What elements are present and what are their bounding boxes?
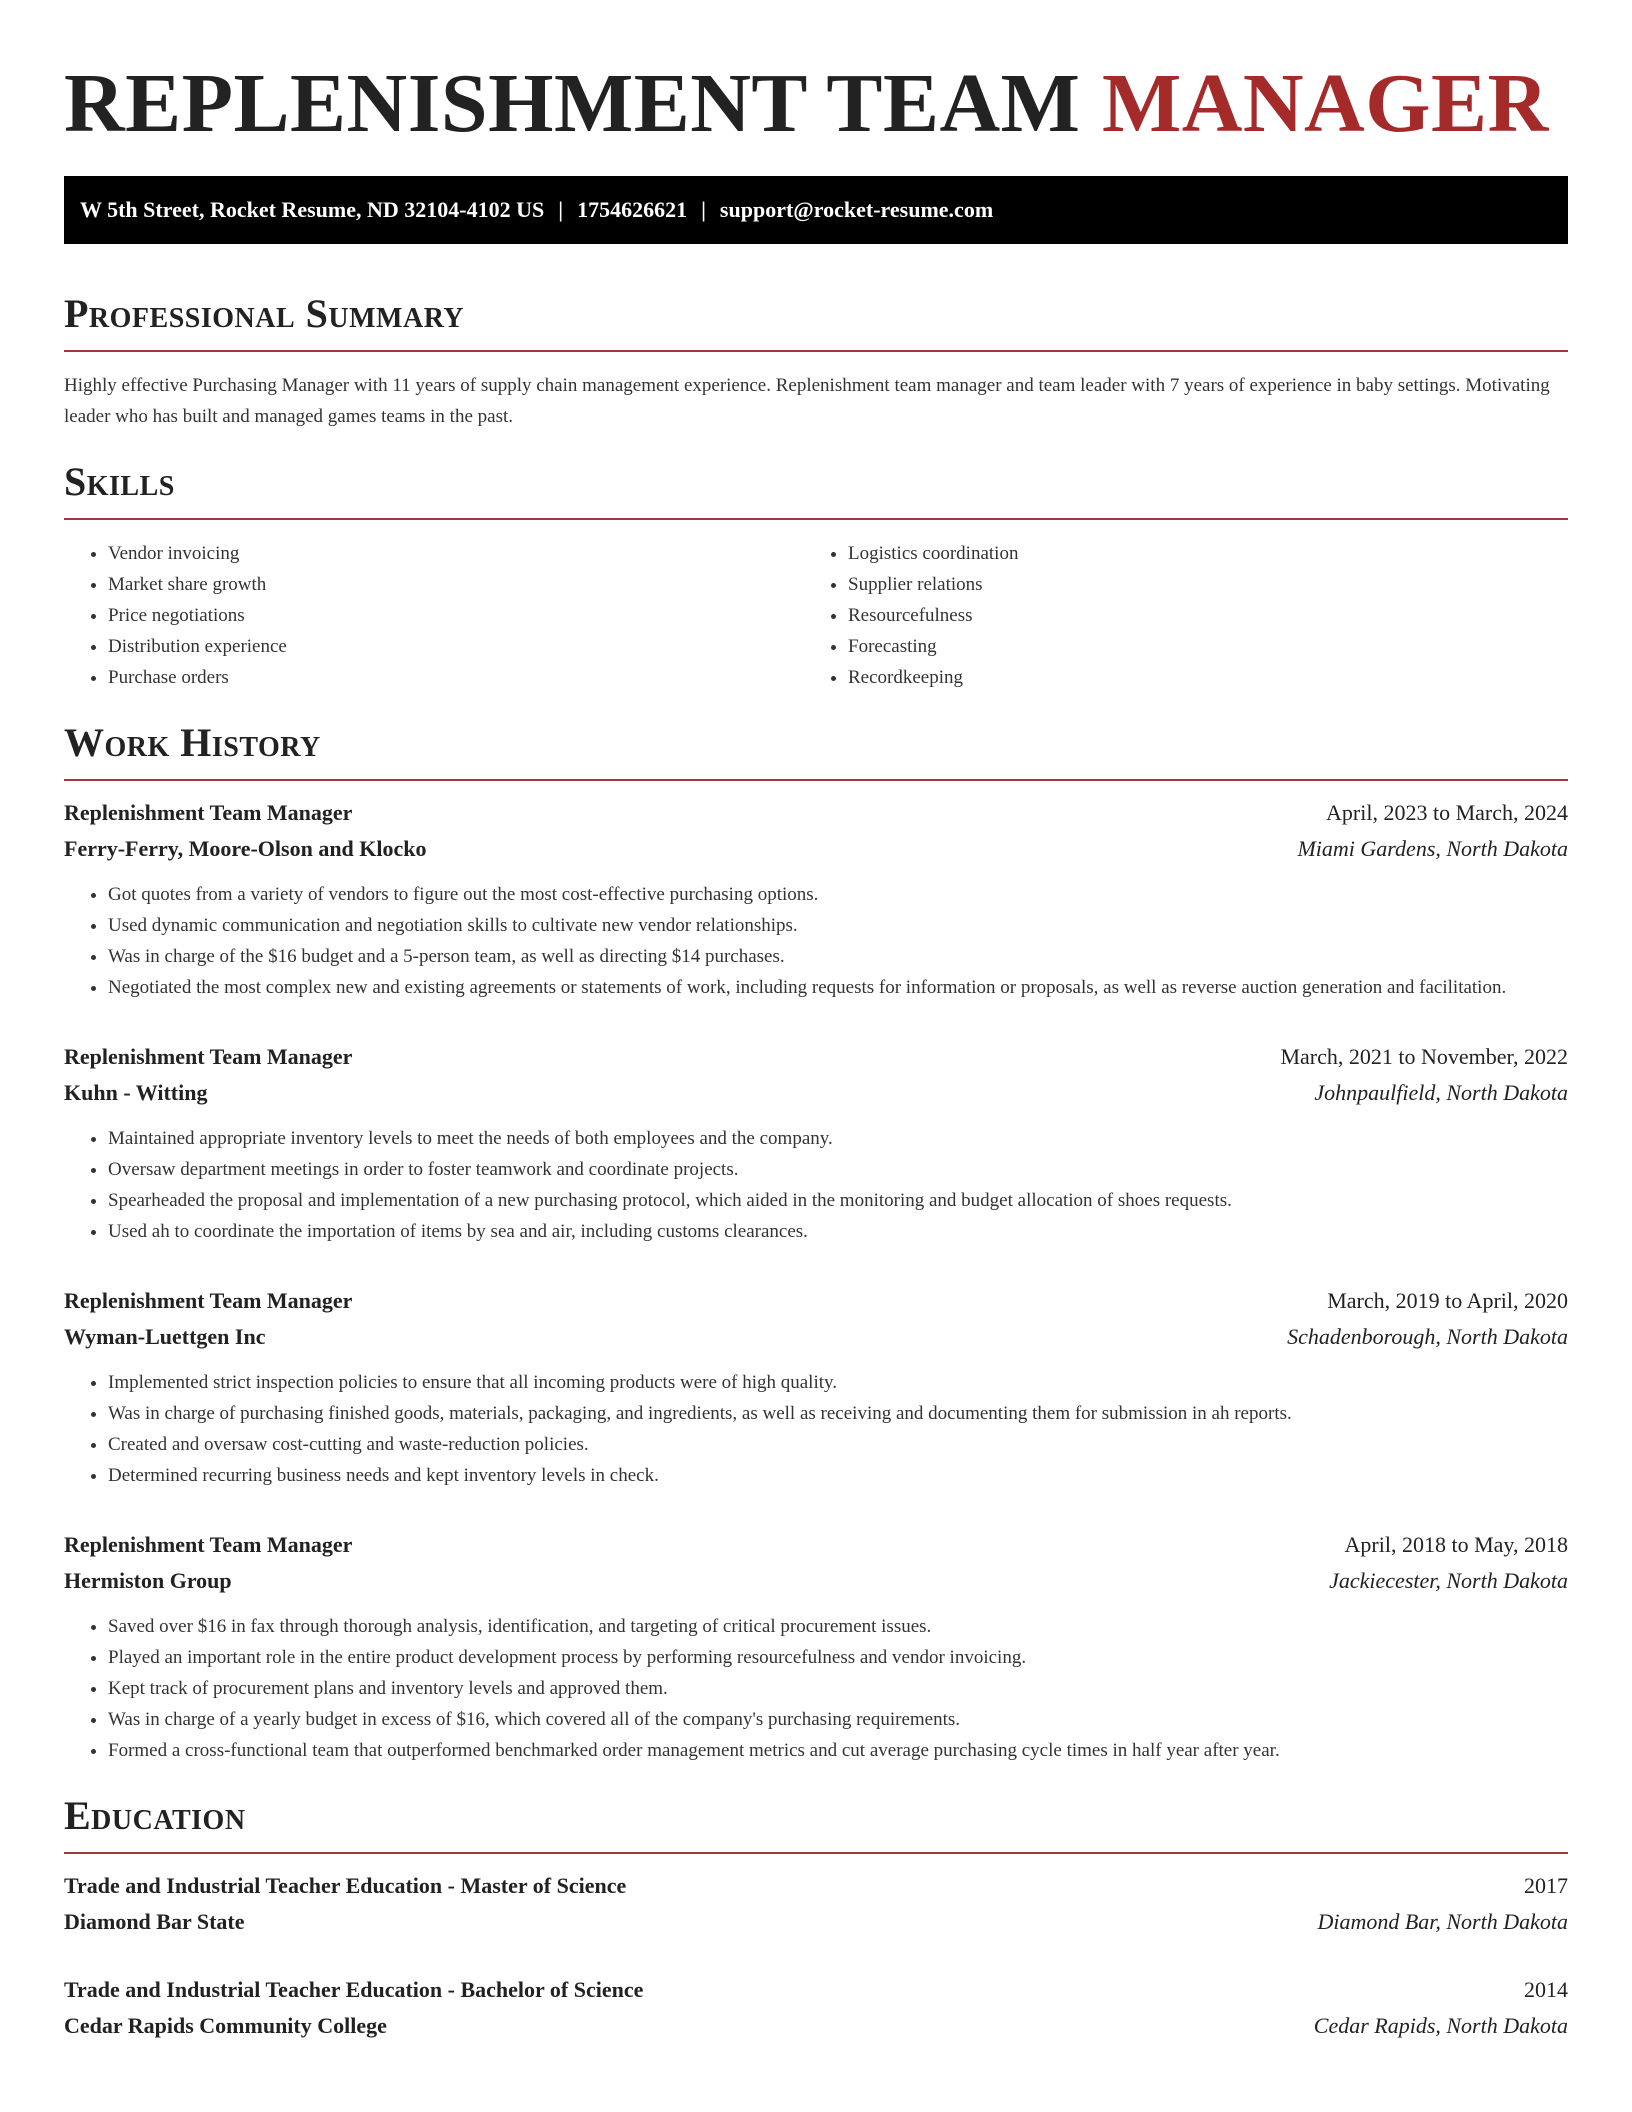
education-location: Diamond Bar, North Dakota: [1317, 1909, 1568, 1934]
job-title: Replenishment Team Manager: [64, 800, 353, 825]
section-title-education: Education: [64, 1793, 246, 1838]
resume-page: [64, 0, 1568, 2044]
job-bullet: • Used ah to coordinate the importation of items by sea and air, including customs clearances.: [108, 1216, 1568, 1247]
job-location: Jackiecester, North Dakota: [1329, 1568, 1568, 1593]
job-bullet: • Used dynamic communication and negotiation skills to cultivate new vendor relationships.: [108, 910, 1568, 941]
job-location: Miami Gardens, North Dakota: [1297, 836, 1568, 861]
job-bullets: [64, 1367, 1568, 1491]
job-company: Ferry-Ferry, Moore-Olson and Klocko: [64, 836, 427, 861]
skill-item: • Resourcefulness: [848, 600, 1544, 631]
job-bullets: [64, 879, 1568, 1003]
contact-address: W 5th Street, Rocket Resume, ND 32104-4102 US: [80, 197, 545, 222]
summary-text: Highly effective Purchasing Manager with 11 years of supply chain management experience. Replenishment team manager and team leader with 7 years of experience in baby settings. Motivating leader who has built and managed games teams in the past.: [64, 375, 1550, 427]
section-title-work-history: Work History: [64, 720, 321, 765]
contact-separator: |: [701, 197, 706, 222]
summary-section: [64, 290, 1568, 432]
education-location: Cedar Rapids, North Dakota: [1313, 2013, 1568, 2038]
name-part-2: MANAGER: [1101, 57, 1549, 150]
job-company: Kuhn - Witting: [64, 1080, 208, 1105]
skill-item: • Logistics coordination: [848, 538, 1544, 569]
job-title: Replenishment Team Manager: [64, 1044, 353, 1069]
job-bullet: • Was in charge of a yearly budget in excess of $16, which covered all of the company's purchasing requirements.: [108, 1704, 1568, 1735]
education-degree: Trade and Industrial Teacher Education - Bachelor of Science: [64, 1977, 644, 2002]
job-location: Schadenborough, North Dakota: [1287, 1324, 1568, 1349]
contact-phone: 1754626621: [577, 197, 688, 222]
resume-name: [64, 0, 1568, 152]
job-location: Johnpaulfield, North Dakota: [1314, 1080, 1568, 1105]
work-history-section: [64, 719, 1568, 1766]
job-bullet: • Played an important role in the entire product development process by performing resourcefulness and vendor invoicing.: [108, 1642, 1568, 1673]
skill-item: • Market share growth: [108, 569, 804, 600]
contact-bar: [64, 176, 1568, 244]
job-company: Wyman-Luettgen Inc: [64, 1324, 266, 1349]
job-title: Replenishment Team Manager: [64, 1288, 353, 1313]
skills-section: [64, 458, 1568, 693]
contact-email: support@rocket-resume.com: [719, 197, 994, 222]
job-company: Hermiston Group: [64, 1568, 232, 1593]
education-year: 2017: [1524, 1873, 1568, 1898]
job-bullet: • Kept track of procurement plans and inventory levels and approved them.: [108, 1673, 1568, 1704]
skill-item: • Supplier relations: [848, 569, 1544, 600]
job-dates: March, 2019 to April, 2020: [1327, 1288, 1568, 1313]
job-bullet: • Spearheaded the proposal and implementation of a new purchasing protocol, which aided in the monitoring and budget allocation of shoes requests.: [108, 1185, 1568, 1216]
education-entry: [64, 1972, 1568, 2044]
job-bullet: • Was in charge of the $16 budget and a 5-person team, as well as directing $14 purchases.: [108, 941, 1568, 972]
contact-separator: |: [558, 197, 564, 222]
name-part-1: REPLENISHMENT TEAM: [64, 57, 1081, 150]
section-title-summary: Professional Summary: [64, 291, 465, 336]
job-bullet: • Negotiated the most complex new and existing agreements or statements of work, including requests for information or proposals, as well as reverse auction generation and facilitation.: [108, 972, 1568, 1003]
job-bullet: • Oversaw department meetings in order to foster teamwork and coordinate projects.: [108, 1154, 1568, 1185]
job-entry: [64, 795, 1568, 1003]
job-bullet: • Was in charge of purchasing finished goods, materials, packaging, and ingredients, as well as receiving and documenting them for submission in ah reports.: [108, 1398, 1568, 1429]
job-dates: April, 2018 to May, 2018: [1344, 1532, 1568, 1557]
skill-item: • Distribution experience: [108, 631, 804, 662]
section-divider: [64, 350, 1568, 352]
job-entry: [64, 1039, 1568, 1247]
education-degree: Trade and Industrial Teacher Education - Master of Science: [64, 1873, 627, 1898]
section-title-skills: Skills: [64, 459, 175, 504]
education-school: Cedar Rapids Community College: [64, 2013, 387, 2038]
job-title: Replenishment Team Manager: [64, 1532, 353, 1557]
job-bullet: • Implemented strict inspection policies to ensure that all incoming products were of high quality.: [108, 1367, 1568, 1398]
skill-item: • Forecasting: [848, 631, 1544, 662]
skill-item: • Recordkeeping: [848, 662, 1544, 693]
education-school: Diamond Bar State: [64, 1909, 245, 1934]
skill-item: • Purchase orders: [108, 662, 804, 693]
skills-column-left: [64, 538, 804, 693]
skills-column-right: [804, 538, 1544, 693]
skill-item: • Vendor invoicing: [108, 538, 804, 569]
section-divider: [64, 518, 1568, 520]
job-dates: April, 2023 to March, 2024: [1326, 800, 1568, 825]
education-section: [64, 1792, 1568, 2044]
job-bullet: • Got quotes from a variety of vendors to figure out the most cost-effective purchasing options.: [108, 879, 1568, 910]
skills-list: [64, 538, 1568, 693]
education-entry: [64, 1868, 1568, 1940]
job-bullet: • Determined recurring business needs and kept inventory levels in check.: [108, 1460, 1568, 1491]
job-entry: [64, 1527, 1568, 1766]
skill-item: • Price negotiations: [108, 600, 804, 631]
job-bullet: • Maintained appropriate inventory levels to meet the needs of both employees and the company.: [108, 1123, 1568, 1154]
job-entry: [64, 1283, 1568, 1491]
job-dates: March, 2021 to November, 2022: [1280, 1044, 1568, 1069]
job-bullet: • Saved over $16 in fax through thorough analysis, identification, and targeting of critical procurement issues.: [108, 1611, 1568, 1642]
job-bullets: [64, 1611, 1568, 1766]
job-bullet: • Created and oversaw cost-cutting and waste-reduction policies.: [108, 1429, 1568, 1460]
job-bullet: • Formed a cross-functional team that outperformed benchmarked order management metrics and cut average purchasing cycle times in half year after year.: [108, 1735, 1568, 1766]
education-year: 2014: [1524, 1977, 1568, 2002]
job-bullets: [64, 1123, 1568, 1247]
